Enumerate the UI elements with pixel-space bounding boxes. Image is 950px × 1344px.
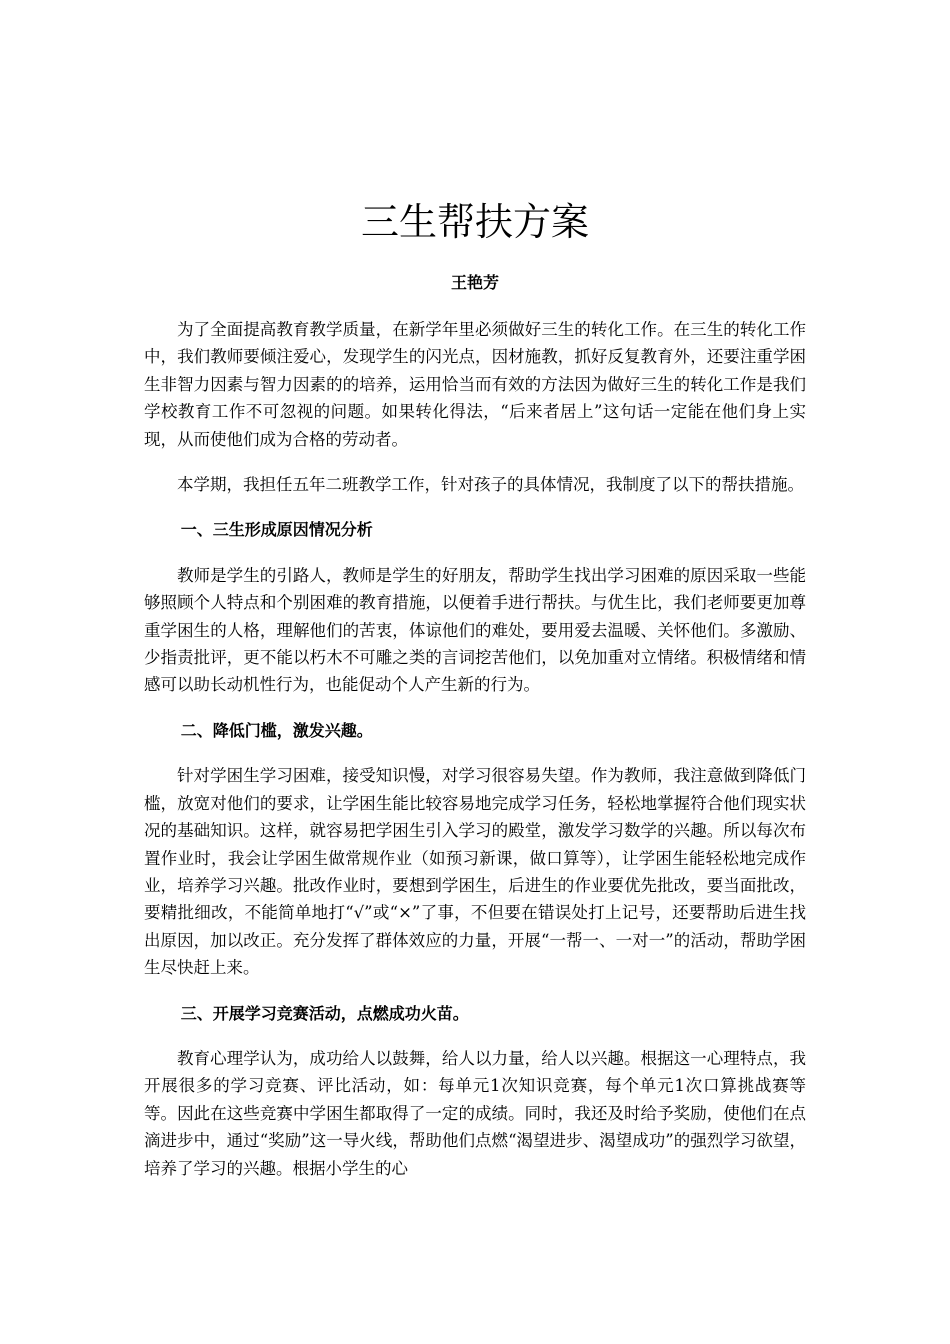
section-heading-1: 一、三生形成原因情况分析 (180, 520, 373, 540)
section-2-paragraph: 针对学困生学习困难，接受知识慢，对学习很容易失望。作为教师，我注意做到降低门槛，放宽对他们的要求，让学困生能比较容易地完成学习任务，轻松地掌握符合他们现实状况的基础知识。这样，就容易把学困生引入学习的殿堂，激发学习数学的兴趣。所以每次布置作业时，我会让学困生做常规作业（如预习新课，做口算等），让学困生能轻松地完成作业，培养学习兴趣。批改作业时，要想到学困生，后进生的作业要优先批改，要当面批改，要精批细改，不能简单地打“√”或“×”了事，不但要在错误处打上记号，还要帮助后进生找出原因，加以改正。充分发挥了群体效应的力量，开展“一帮一、一对一”的活动，帮助学困生尽快赶上来。 (144, 766, 806, 978)
section-heading-2: 二、降低门槛，激发兴趣。 (180, 720, 373, 740)
section-1-paragraph: 教师是学生的引路人，教师是学生的好朋友，帮助学生找出学习困难的原因采取一些能够照顾个人特点和个别困难的教育措施，以便着手进行帮扶。与优生比，我们老师要更加尊重学困生的人格，理解他们的苦衷，体谅他们的难处，要用爱去温暖、关怀他们。多激励、少指责批评，更不能以朽木不可雕之类的言词挖苦他们，以免加重对立情绪。积极情绪和情感可以助长动机性行为，也能促动个人产生新的行为。 (144, 565, 806, 695)
intro-paragraph: 为了全面提高教育教学质量，在新学年里必须做好三生的转化工作。在三生的转化工作中，我们教师要倾注爱心，发现学生的闪光点，因材施教，抓好反复教育外，还要注重学困生非智力因素与智力因素的的培养，运用恰当而有效的方法因为做好三生的转化工作是我们学校教育工作不可忽视的问题。如果转化得法，“后来者居上”这句话一定能在他们身上实现，从而使他们成为合格的劳动者。 (144, 320, 806, 449)
document-title: 三生帮扶方案 (360, 200, 589, 244)
section-heading-3: 三、开展学习竞赛活动，点燃成功火苗。 (180, 1003, 469, 1023)
semester-paragraph: 本学期，我担任五年二班教学工作，针对孩子的具体情况，我制度了以下的帮扶措施。 (177, 475, 804, 495)
document-body (144, 316, 806, 1200)
section-3-paragraph: 教育心理学认为，成功给人以鼓舞，给人以力量，给人以兴趣。根据这一心理特点，我开展很多的学习竞赛、评比活动，如：每单元1次知识竞赛，每个单元1次口算挑战赛等等。因此在这些竞赛中学困生都取得了一定的成绩。同时，我还及时给予奖励，使他们在点滴进步中，通过“奖励”这一导火线，帮助他们点燃“渴望进步、渴望成功”的强烈学习欲望，培养了学习的兴趣。根据小学生的心 (144, 1048, 806, 1178)
author-name: 王艳芳 (450, 273, 499, 292)
